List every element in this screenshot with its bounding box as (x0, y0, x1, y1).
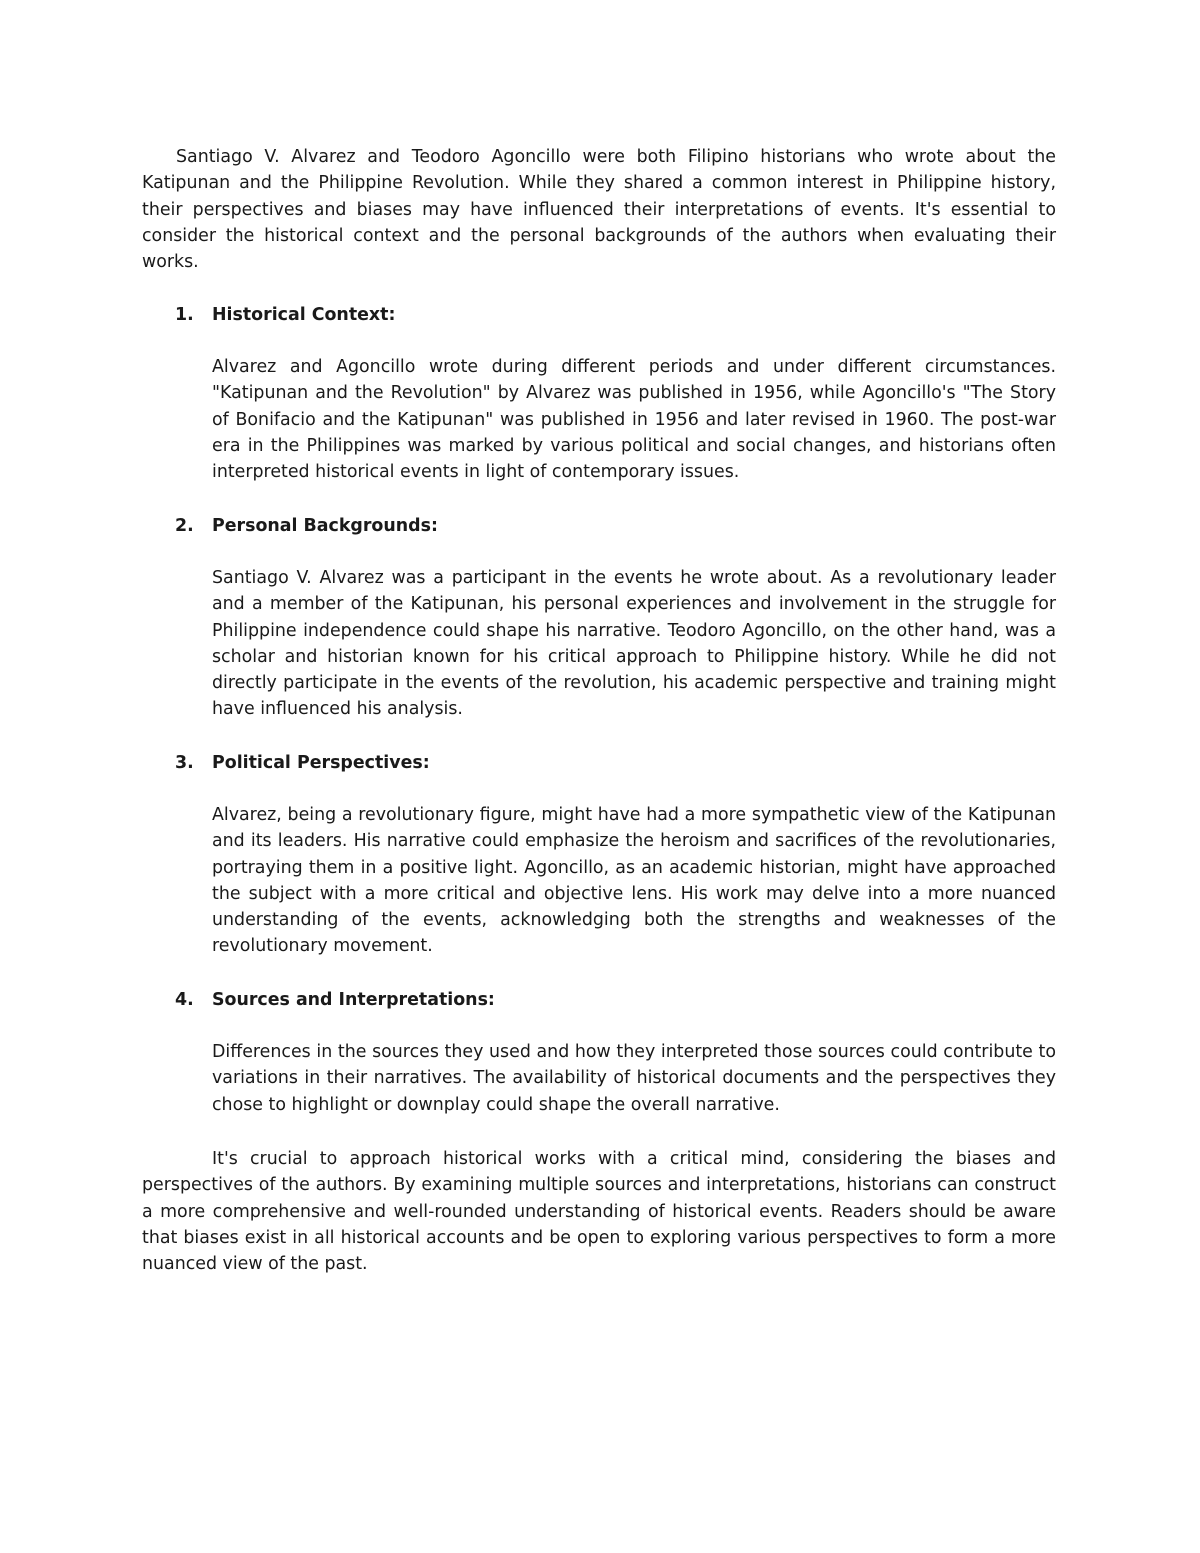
list-item-number: 4. (175, 990, 194, 1010)
list-item-title: Sources and Interpretations: (212, 990, 495, 1010)
list-item-title: Personal Backgrounds: (212, 516, 438, 536)
list-item-body: Santiago V. Alvarez was a participant in the events he wrote about. As a revolutionary leader and a member of the Katipunan, his personal experiences and involvement in the struggle for Philippine independence could shape his narrative. Teodoro Agoncillo, on the other hand, was a scholar and historian known for his critical approach to Philippine history. While he did not directly participate in the events of the revolution, his academic perspective and training might have influenced his analysis. (212, 568, 1056, 720)
intro-paragraph: Santiago V. Alvarez and Teodoro Agoncillo were both Filipino historians who wrote about the Katipunan and the Philippine Revolution. While they shared a common interest in Philippine history, their perspectives and biases may have influenced their interpretations of events. It's essential to consider the historical context and the personal backgrounds of the authors when evaluating their works. (142, 147, 1056, 273)
conclusion-paragraph: It's crucial to approach historical works with a critical mind, considering the biases and perspectives of the authors. By examining multiple sources and interpretations, historians can construct a more comprehensive and well-rounded understanding of historical events. Readers should be aware that biases exist in all historical accounts and be open to exploring various perspectives to form a more nuanced view of the past. (142, 1149, 1056, 1275)
list-item-number: 3. (175, 753, 194, 773)
list-item-historical-context (142, 302, 1056, 483)
list-item-body: Alvarez, being a revolutionary figure, might have had a more sympathetic view of the Katipunan and its leaders. His narrative could emphasize the heroism and sacrifices of the revolutionaries, portraying them in a positive light. Agoncillo, as an academic historian, might have approached the subject with a more critical and objective lens. His work may delve into a more nuanced understanding of the events, acknowledging both the strengths and weaknesses of the revolutionary movement. (212, 805, 1056, 957)
list-item-personal-backgrounds (142, 513, 1056, 720)
list-item-body: Alvarez and Agoncillo wrote during different periods and under different circumstances. "Katipunan and the Revolution" by Alvarez was published in 1956, while Agoncillo's "The Story of Bonifacio and the Katipunan" was published in 1956 and later revised in 1960. The post-war era in the Philippines was marked by various political and social changes, and historians often interpreted historical events in light of contemporary issues. (212, 357, 1056, 483)
list-item-heading (142, 750, 1056, 776)
list-item-political-perspectives (142, 750, 1056, 957)
list-item-heading (142, 513, 1056, 539)
list-item-body: Differences in the sources they used and how they interpreted those sources could contribute to variations in their narratives. The availability of historical documents and the perspectives they chose to highlight or downplay could shape the overall narrative. (212, 1042, 1056, 1115)
list-item-number: 1. (175, 305, 194, 325)
list-item-heading (142, 302, 1056, 328)
list-item-title: Political Perspectives: (212, 753, 430, 773)
list-item-sources-and-interpretations (142, 987, 1056, 1115)
list-item-number: 2. (175, 516, 194, 536)
list-item-heading (142, 987, 1056, 1013)
list-item-title: Historical Context: (212, 305, 396, 325)
